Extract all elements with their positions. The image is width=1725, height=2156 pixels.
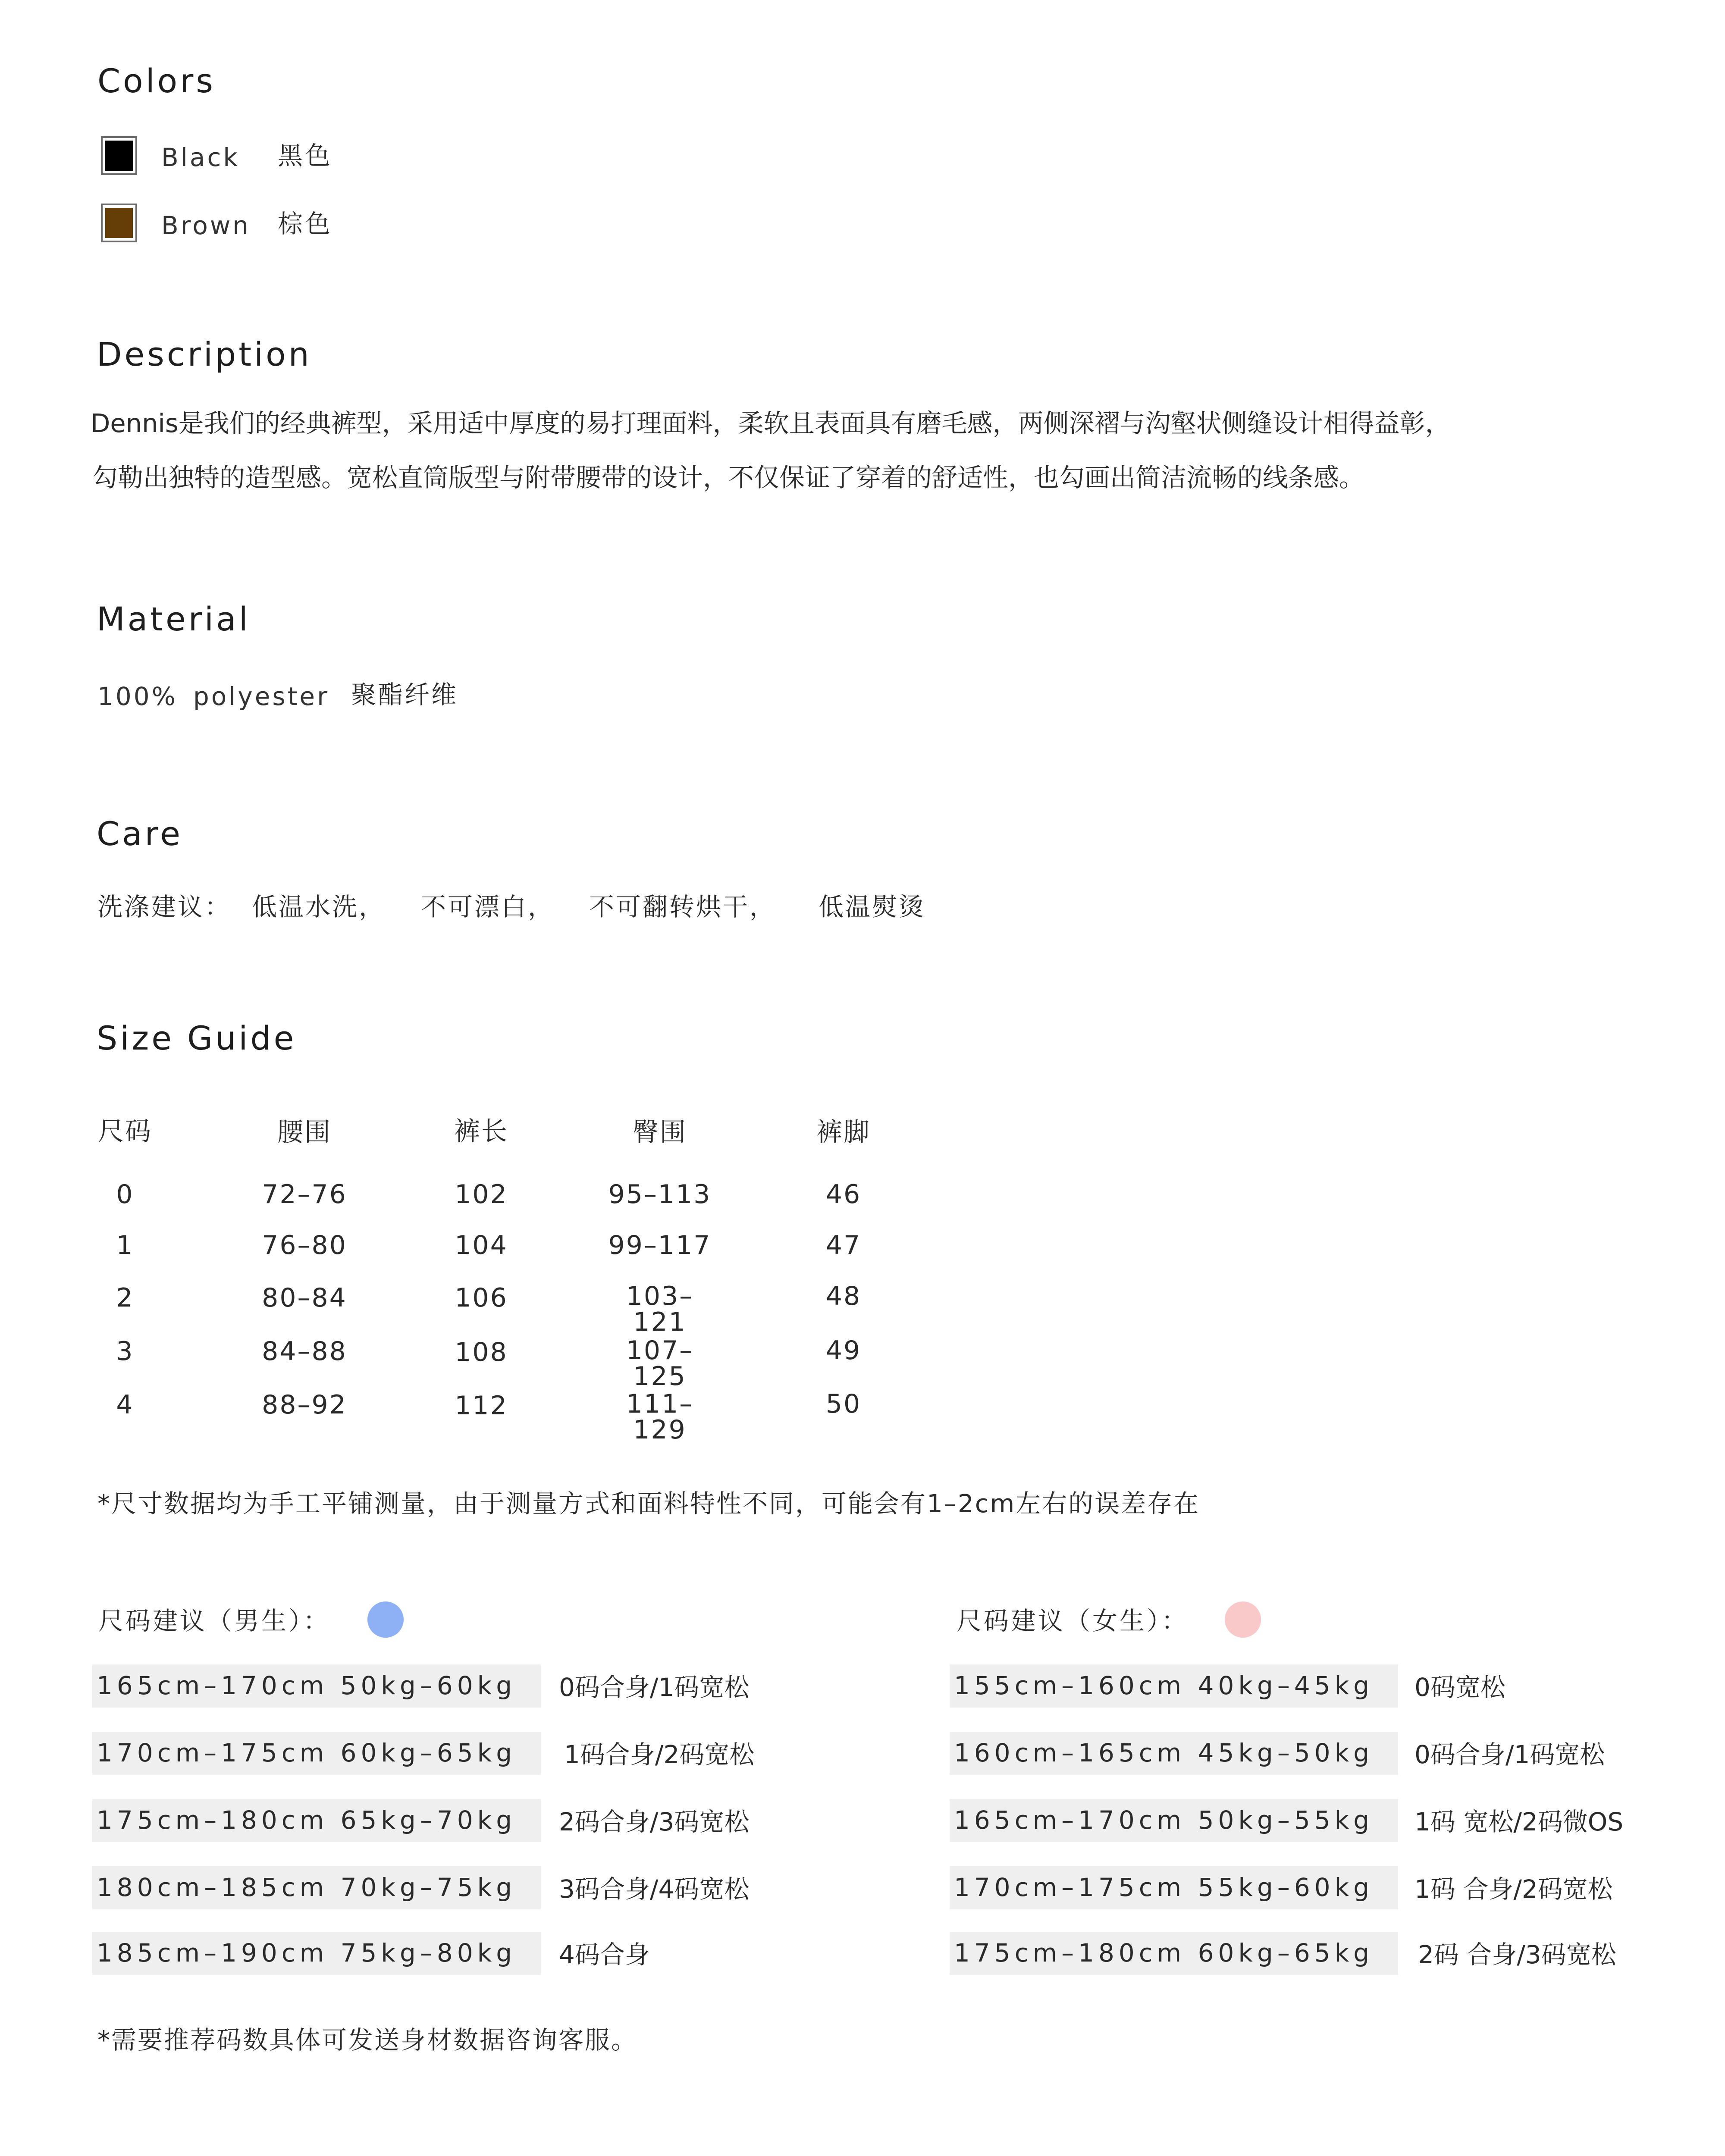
- fit-text: 0码宽松: [1414, 1673, 1505, 1702]
- women-recommendation-title: 尺码建议（女生）：: [957, 1606, 1189, 1636]
- color-swatch-brown: [101, 204, 137, 242]
- care-item: 低温熨烫: [819, 892, 926, 921]
- description-line-1: Dennis是我们的经典裤型，采用适中厚度的易打理面料，柔软且表面具有磨毛感，两侧深褶与沟壑状侧缝设计相得益彰，: [91, 408, 1451, 438]
- care-item: 低温水洗，: [252, 892, 386, 921]
- swatch-fill: [105, 141, 133, 171]
- size-table-header: 臀围: [633, 1117, 687, 1147]
- color-name-cn: 棕色: [278, 209, 333, 238]
- size-table-cell: 103–121: [626, 1281, 694, 1337]
- size-table-cell: 107–125: [626, 1335, 694, 1391]
- care-heading: Care: [97, 815, 183, 853]
- swatch-fill: [105, 208, 133, 238]
- care-item: 不可漂白，: [421, 892, 555, 921]
- size-note: *尺寸数据均为手工平铺测量，由于测量方式和面料特性不同，可能会有1–2cm左右的误差存在: [97, 1489, 1200, 1518]
- colors-heading: Colors: [97, 62, 216, 100]
- size-table-cell: 95–113: [608, 1179, 712, 1210]
- range-text: 165cm–170cm 50kg–55kg: [954, 1805, 1374, 1835]
- fit-text: 0码合身/1码宽松: [559, 1673, 750, 1702]
- color-name-en: Brown: [161, 211, 251, 240]
- size-table-header: 腰围: [277, 1117, 332, 1147]
- size-table-cell: 111–129: [626, 1389, 694, 1445]
- range-text: 160cm–165cm 45kg–50kg: [954, 1738, 1374, 1767]
- care-label: 洗涤建议：: [97, 892, 232, 921]
- women-color-dot: [1225, 1601, 1261, 1638]
- size-table-cell: 4: [116, 1390, 134, 1420]
- size-table-cell: 48: [825, 1281, 862, 1311]
- size-table-cell: 80–84: [262, 1283, 347, 1313]
- men-color-dot: [367, 1601, 404, 1638]
- range-text: 165cm–170cm 50kg–60kg: [97, 1671, 517, 1700]
- color-name-cn: 黑色: [278, 141, 333, 170]
- fit-text: 3码合身/4码宽松: [559, 1874, 750, 1904]
- size-table-cell: 0: [116, 1179, 134, 1210]
- range-text: 175cm–180cm 65kg–70kg: [97, 1805, 517, 1835]
- size-table-cell: 88–92: [262, 1390, 347, 1420]
- range-text: 185cm–190cm 75kg–80kg: [97, 1938, 517, 1968]
- range-text: 180cm–185cm 70kg–75kg: [97, 1873, 517, 1902]
- size-table-header: 尺码: [98, 1116, 152, 1147]
- fit-text: 1码合身/2码宽松: [564, 1740, 755, 1769]
- fit-text: 2码 合身/3码宽松: [1418, 1940, 1616, 1969]
- men-recommendation-title: 尺码建议（男生）：: [98, 1606, 331, 1636]
- size-table-cell: 108: [455, 1337, 508, 1367]
- size-table-cell: 112: [455, 1391, 508, 1421]
- size-table-cell: 47: [825, 1230, 862, 1260]
- fit-text: 0码合身/1码宽松: [1414, 1740, 1605, 1769]
- material-heading: Material: [97, 600, 251, 638]
- description-heading: Description: [97, 335, 312, 373]
- size-table-cell: 76–80: [262, 1230, 347, 1260]
- size-table-cell: 99–117: [608, 1230, 712, 1260]
- recommendation-note: *需要推荐码数具体可发送身材数据咨询客服。: [97, 2025, 638, 2055]
- size-table-cell: 104: [455, 1230, 508, 1260]
- size-table-cell: 102: [455, 1179, 508, 1210]
- size-table-cell: 1: [116, 1230, 134, 1260]
- description-line-2: 勾勒出独特的造型感。宽松直筒版型与附带腰带的设计，不仅保证了穿着的舒适性，也勾画出简洁流畅的线条感。: [92, 463, 1365, 492]
- size-guide-heading: Size Guide: [97, 1019, 297, 1057]
- range-text: 170cm–175cm 60kg–65kg: [97, 1738, 517, 1767]
- size-table-header: 裤长: [454, 1116, 508, 1147]
- fit-text: 1码 合身/2码宽松: [1414, 1874, 1613, 1904]
- range-text: 155cm–160cm 40kg–45kg: [954, 1671, 1374, 1700]
- color-name-en: Black: [161, 143, 240, 172]
- material-percent: 100%: [97, 682, 178, 711]
- size-table-cell: 3: [116, 1336, 134, 1366]
- size-table-cell: 2: [116, 1283, 134, 1313]
- fit-text: 4码合身: [559, 1940, 650, 1969]
- fit-text: 1码 宽松/2码微OS: [1414, 1807, 1624, 1836]
- size-table-cell: 84–88: [262, 1336, 347, 1366]
- size-table-cell: 46: [825, 1179, 862, 1210]
- fit-text: 2码合身/3码宽松: [559, 1807, 750, 1836]
- range-text: 175cm–180cm 60kg–65kg: [954, 1938, 1374, 1968]
- size-table-cell: 50: [825, 1389, 862, 1419]
- material-fiber-en: polyester: [193, 682, 329, 711]
- size-table-cell: 106: [455, 1283, 508, 1313]
- material-fiber-cn: 聚酯纤维: [351, 680, 458, 709]
- care-item: 不可翻转烘干，: [589, 892, 777, 921]
- size-table-cell: 72–76: [262, 1179, 347, 1210]
- color-swatch-black: [101, 136, 137, 175]
- size-table-cell: 49: [825, 1335, 862, 1366]
- range-text: 170cm–175cm 55kg–60kg: [954, 1873, 1374, 1902]
- size-table-header: 裤脚: [816, 1117, 871, 1147]
